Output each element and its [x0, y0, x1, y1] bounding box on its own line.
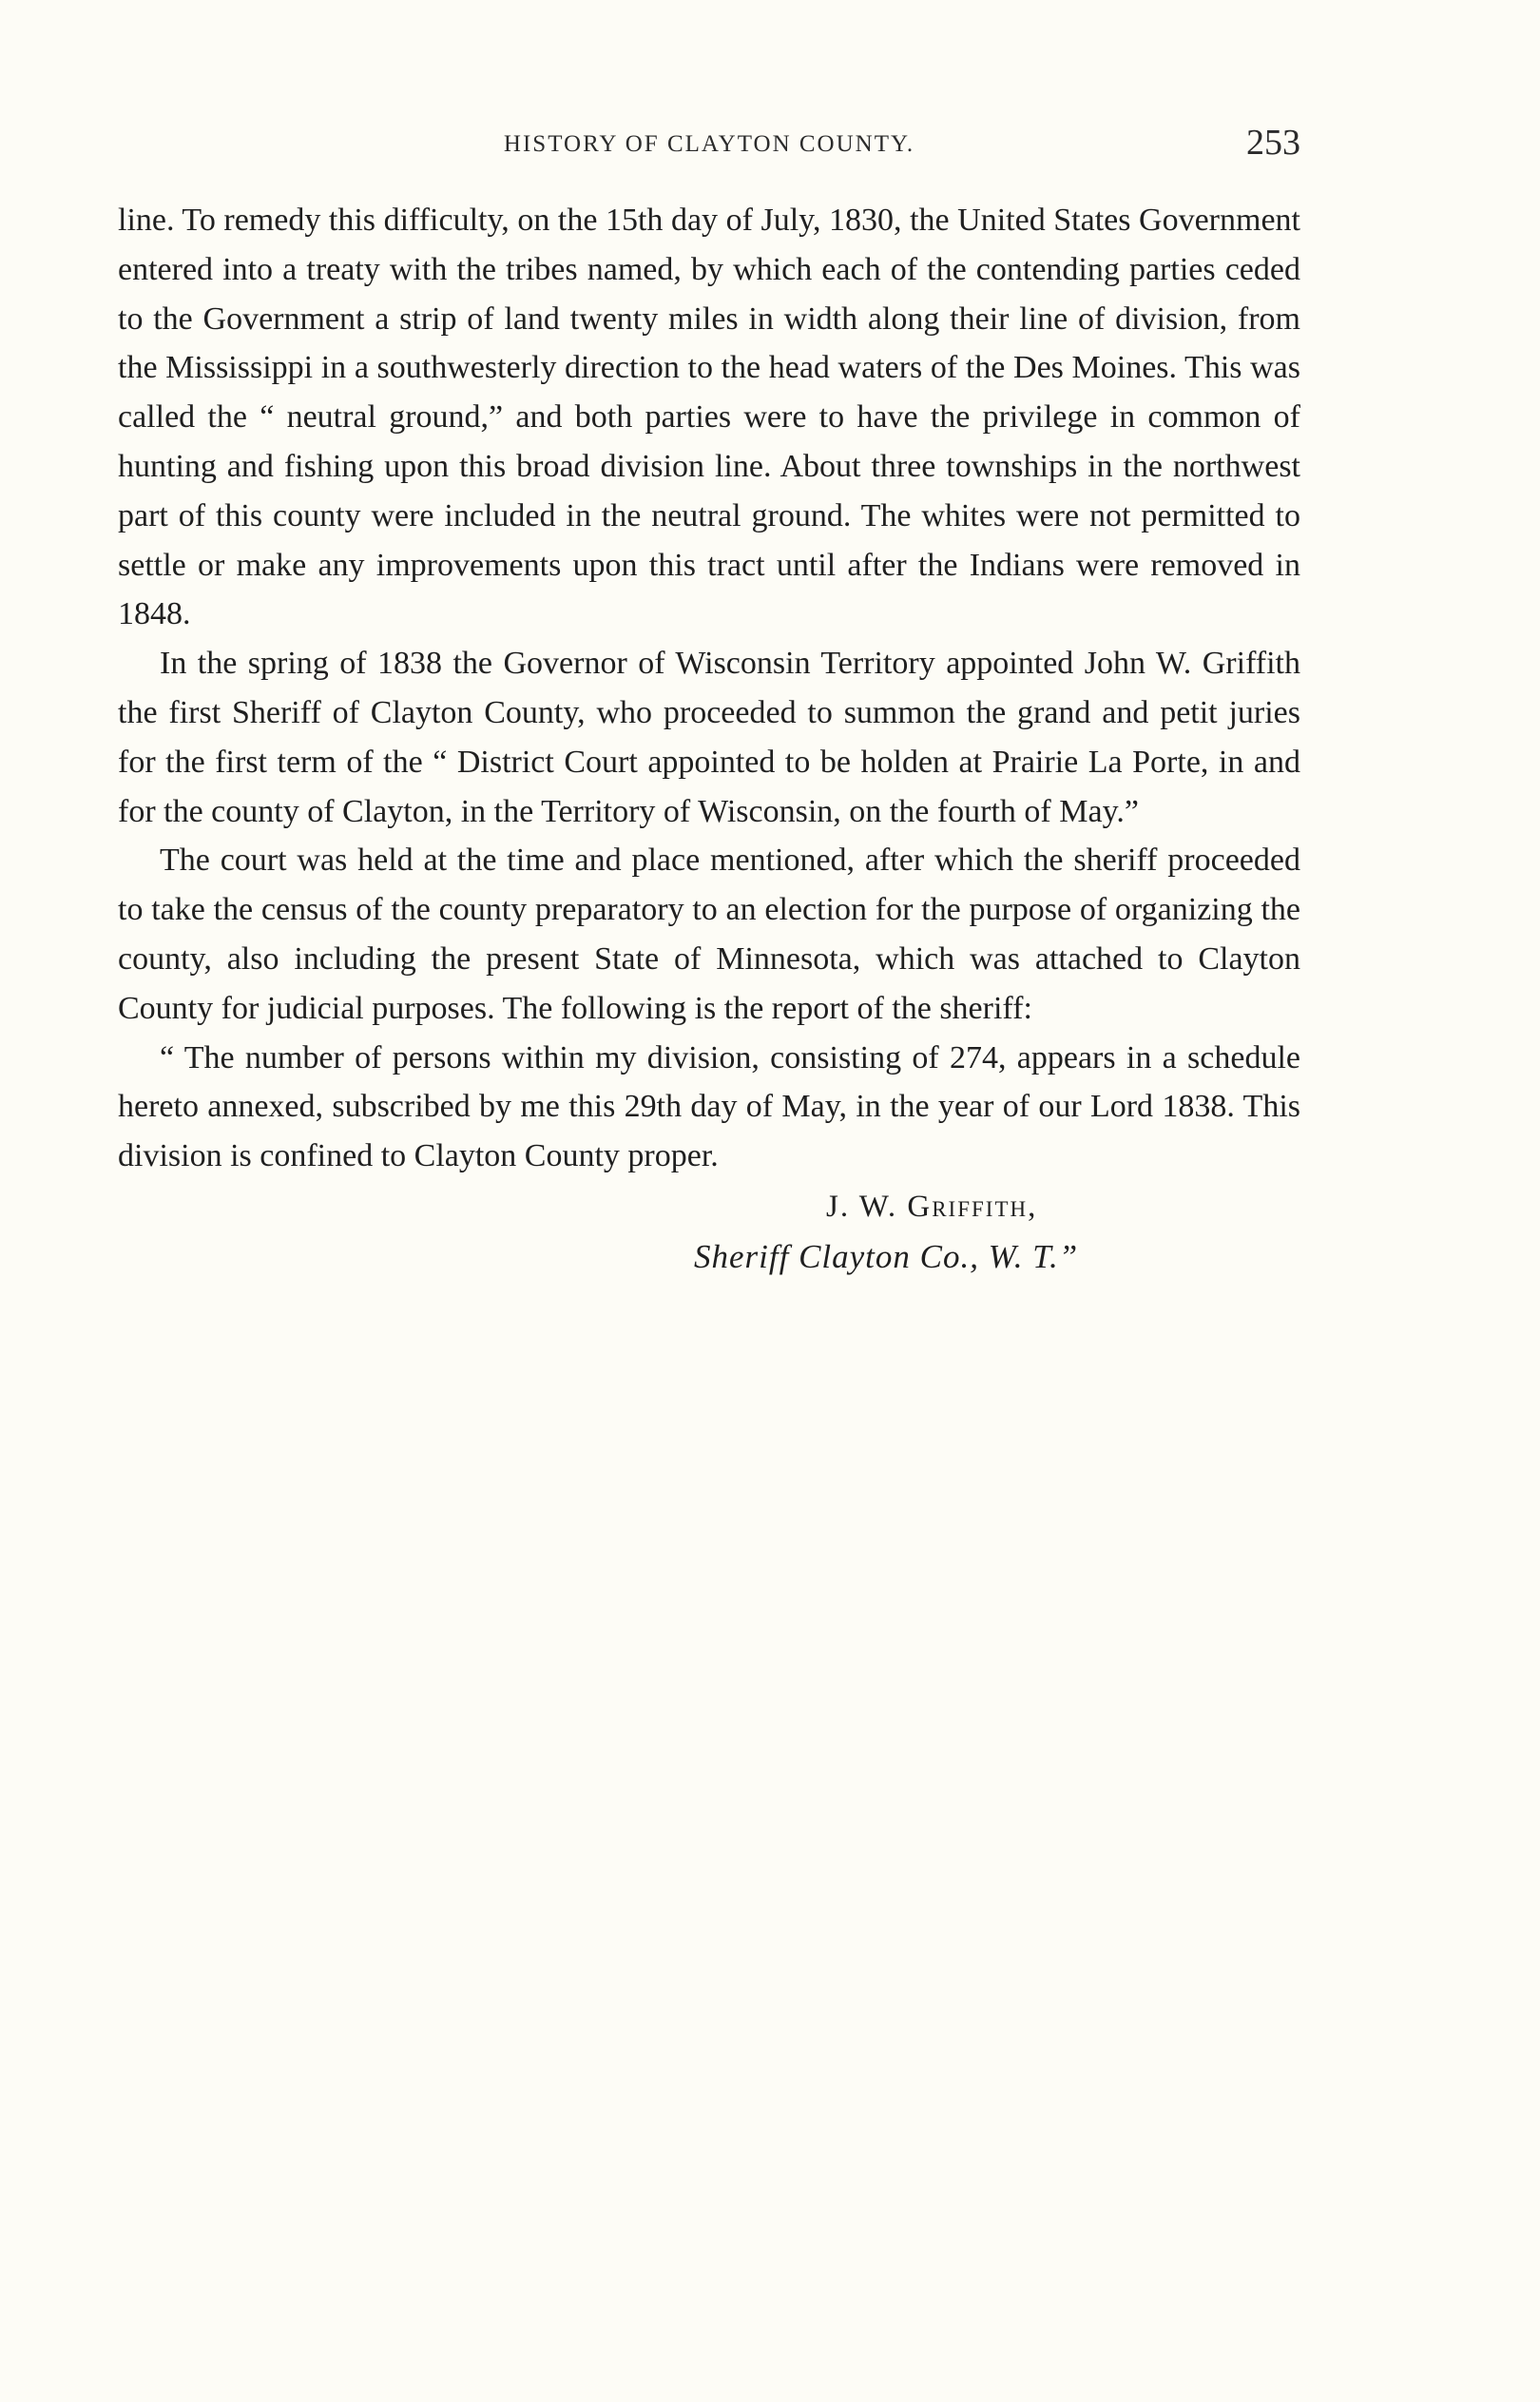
running-title: HISTORY OF CLAYTON COUNTY. [503, 131, 915, 157]
paragraph-3: The court was held at the time and place mentioned, after which the sheriff proceeded to take the census of the county preparatory to an election for the purpose of organizing the county, also including the present State of Minnesota, which was attached to Clayton County for judicial purposes. The following is the report of the sheriff: [118, 843, 1300, 1026]
paragraph-2: In the spring of 1838 the Governor of Wisconsin Territory appointed John W. Griffith the first Sheriff of Clayton County, who proceeded to summon the grand and petit juries for the first term of the “ District Court appointed to be holden at Prairie La Porte, in and for the county of Clayton, in the Territory of Wisconsin, on the fourth of May.” [118, 646, 1300, 829]
signature-block [118, 1183, 1300, 1288]
page-number: 253 [1246, 123, 1300, 163]
paragraph-4: “ The number of persons within my division, consisting of 274, appears in a schedule hereto annexed, subscribed by me this 29th day of May, in the year of our Lord 1838. This division is confined to Clayton County proper. [118, 1039, 1300, 1174]
signature-name: J. W. Griffith, [826, 1189, 1038, 1224]
body-text [118, 196, 1300, 1288]
signature-title: Sheriff Clayton Co., W. T.” [694, 1237, 1079, 1275]
paragraph-1: line. To remedy this difficulty, on the 15th day of July, 1830, the United States Government entered into a treaty with the tribes named, by which each of the contending parties ceded to the Government a strip of land twenty miles in width along their line of division, from the Mississippi in a southwesterly direction to the head waters of the Des Moines. This was called the “ neutral ground,” and both parties were to have the privilege in common of hunting and fishing upon this broad division line. About three townships in the northwest part of this county were included in the neutral ground. The whites were not permitted to settle or make any improvements upon this tract until after the Indians were removed in 1848. [118, 203, 1300, 632]
page-header [118, 122, 1300, 169]
